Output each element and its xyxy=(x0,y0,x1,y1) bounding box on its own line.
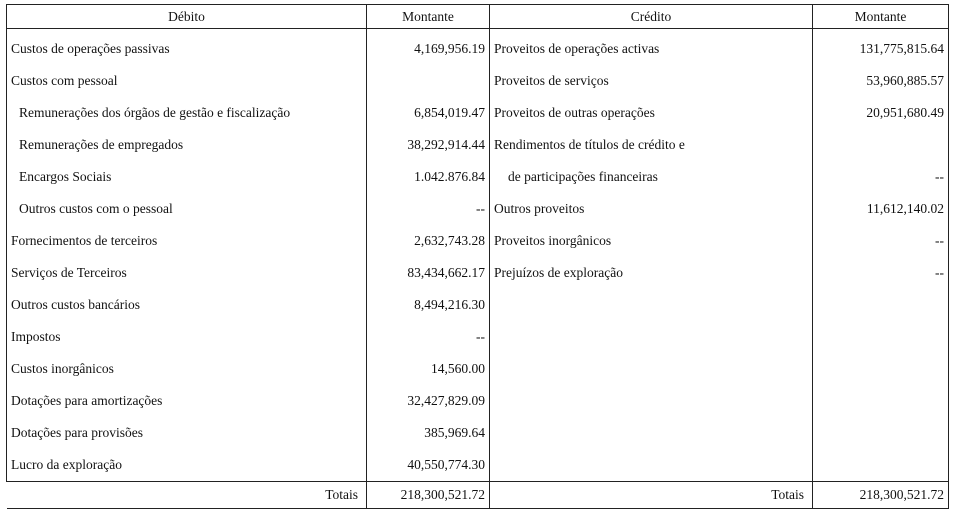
debit-amount: 8,494,216.30 xyxy=(367,289,490,321)
debit-label: Dotações para provisões xyxy=(11,425,143,440)
debit-amount: -- xyxy=(367,193,490,225)
debit-label: Outros custos bancários xyxy=(11,297,140,312)
credit-amount: 53,960,885.57 xyxy=(813,65,949,97)
table-row xyxy=(7,129,949,161)
debit-label-cell xyxy=(7,321,367,353)
debit-totals-label: Totais xyxy=(7,482,367,509)
credit-header: Crédito xyxy=(490,5,813,29)
table-row xyxy=(7,29,949,66)
credit-label: Outros proveitos xyxy=(494,201,585,216)
table-row xyxy=(7,385,949,417)
credit-amount-header: Montante xyxy=(813,5,949,29)
table-row xyxy=(7,161,949,193)
credit-amount: 20,951,680.49 xyxy=(813,97,949,129)
debit-amount xyxy=(367,65,490,97)
debit-label-cell xyxy=(7,417,367,449)
debit-amount: 38,292,914.44 xyxy=(367,129,490,161)
credit-amount xyxy=(813,385,949,417)
debit-label: Remunerações dos órgãos de gestão e fiscalização xyxy=(19,105,291,120)
credit-label-cell xyxy=(490,353,813,385)
credit-total-amount: 218,300,521.72 xyxy=(813,482,949,509)
table-row xyxy=(7,257,949,289)
debit-label-cell xyxy=(7,97,367,129)
debit-label-cell xyxy=(7,65,367,97)
credit-label-cell xyxy=(490,97,813,129)
credit-amount: 11,612,140.02 xyxy=(813,193,949,225)
table-row xyxy=(7,97,949,129)
debit-amount: 6,854,019.47 xyxy=(367,97,490,129)
ledger-document xyxy=(6,4,948,522)
credit-label-cell xyxy=(490,257,813,289)
credit-label-cell xyxy=(490,225,813,257)
credit-label-cell xyxy=(490,29,813,66)
debit-label: Remunerações de empregados xyxy=(19,137,184,152)
debit-credit-table xyxy=(6,4,949,509)
credit-amount xyxy=(813,449,949,482)
credit-label: Proveitos de operações activas xyxy=(494,41,660,56)
credit-label: Proveitos de serviços xyxy=(494,73,609,88)
credit-label-cell xyxy=(490,129,813,161)
debit-label-cell xyxy=(7,449,367,482)
credit-label-cell xyxy=(490,385,813,417)
credit-label: Proveitos de outras operações xyxy=(494,105,655,120)
credit-label-cell xyxy=(490,289,813,321)
debit-label-cell xyxy=(7,353,367,385)
debit-label-cell xyxy=(7,161,367,193)
credit-totals-label: Totais xyxy=(490,482,813,509)
debit-label-cell xyxy=(7,257,367,289)
debit-label: Impostos xyxy=(11,329,61,344)
credit-amount xyxy=(813,417,949,449)
header-row xyxy=(7,5,949,29)
debit-total-amount: 218,300,521.72 xyxy=(367,482,490,509)
credit-label: Proveitos inorgânicos xyxy=(494,233,612,248)
credit-label: Rendimentos de títulos de crédito e xyxy=(494,137,685,152)
debit-label: Custos inorgânicos xyxy=(11,361,114,376)
table-row xyxy=(7,225,949,257)
debit-label-cell xyxy=(7,225,367,257)
debit-amount: 1.042.876.84 xyxy=(367,161,490,193)
credit-amount xyxy=(813,289,949,321)
debit-label: Encargos Sociais xyxy=(19,169,112,184)
table-row xyxy=(7,449,949,482)
credit-amount xyxy=(813,129,949,161)
table-row xyxy=(7,289,949,321)
credit-label: Prejuízos de exploração xyxy=(494,265,623,280)
credit-label-cell xyxy=(490,161,813,193)
debit-label-cell xyxy=(7,29,367,66)
credit-label: de participações financeiras xyxy=(508,169,658,184)
table-row xyxy=(7,321,949,353)
table-row xyxy=(7,65,949,97)
credit-label-cell xyxy=(490,193,813,225)
debit-label: Outros custos com o pessoal xyxy=(19,201,173,216)
table-row xyxy=(7,353,949,385)
credit-label-cell xyxy=(490,417,813,449)
credit-amount: -- xyxy=(813,161,949,193)
debit-label: Fornecimentos de terceiros xyxy=(11,233,158,248)
credit-amount: -- xyxy=(813,257,949,289)
credit-label-cell xyxy=(490,321,813,353)
debit-label: Serviços de Terceiros xyxy=(11,265,127,280)
debit-amount: 32,427,829.09 xyxy=(367,385,490,417)
debit-label-cell xyxy=(7,129,367,161)
debit-label-cell xyxy=(7,385,367,417)
debit-label: Custos com pessoal xyxy=(11,73,118,88)
debit-label: Custos de operações passivas xyxy=(11,41,170,56)
debit-label: Lucro da exploração xyxy=(11,457,122,472)
debit-amount: 385,969.64 xyxy=(367,417,490,449)
debit-header: Débito xyxy=(7,5,367,29)
debit-amount: 83,434,662.17 xyxy=(367,257,490,289)
debit-amount: 40,550,774.30 xyxy=(367,449,490,482)
debit-amount: 2,632,743.28 xyxy=(367,225,490,257)
credit-label-cell xyxy=(490,449,813,482)
debit-amount: -- xyxy=(367,321,490,353)
debit-amount: 4,169,956.19 xyxy=(367,29,490,66)
table-row xyxy=(7,417,949,449)
credit-amount xyxy=(813,353,949,385)
credit-amount xyxy=(813,321,949,353)
totals-row xyxy=(7,482,949,509)
credit-label-cell xyxy=(490,65,813,97)
debit-amount-header: Montante xyxy=(367,5,490,29)
credit-amount: 131,775,815.64 xyxy=(813,29,949,66)
debit-label-cell xyxy=(7,289,367,321)
debit-amount: 14,560.00 xyxy=(367,353,490,385)
table-row xyxy=(7,193,949,225)
credit-amount: -- xyxy=(813,225,949,257)
debit-label: Dotações para amortizações xyxy=(11,393,163,408)
debit-label-cell xyxy=(7,193,367,225)
